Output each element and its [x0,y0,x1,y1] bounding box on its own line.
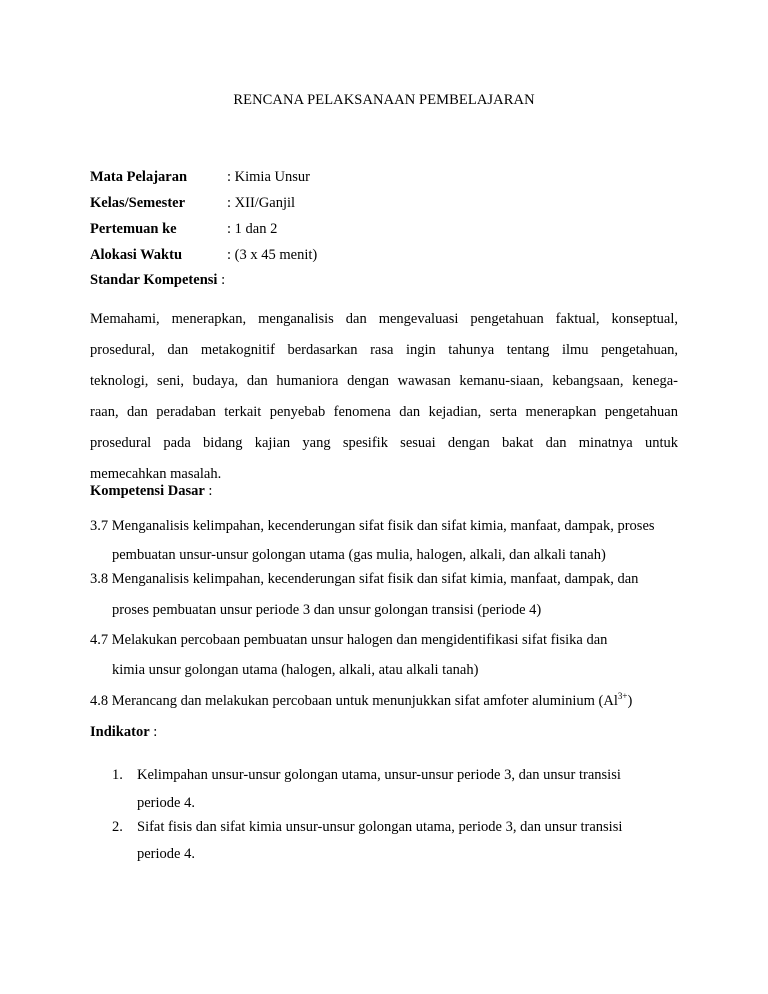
kd-item-3-7-cont: pembuatan unsur-unsur golongan utama (gas mulia, halogen, alkali, dan alkali tanah) [112,547,606,563]
heading-colon: : [149,724,158,740]
meta-value: : (3 x 45 menit) [227,247,318,263]
heading-colon: : [204,483,213,499]
paragraph-line: prosedural, dan metakognitif berdasarkan rasa ingin tahunya tentang ilmu pengetahuan, [90,342,678,358]
meta-value: : XII/Ganjil [227,195,296,211]
indikator-item-2-cont: periode 4. [137,846,195,862]
kd-item-4-8-text: 4.8 Merancang dan melakukan percobaan untuk menunjukkan sifat amfoter aluminium (Al [90,693,618,709]
indikator-number: 2. [112,819,123,835]
paragraph-line: Memahami, menerapkan, menganalisis dan mengevaluasi pengetahuan faktual, konseptual, [90,311,678,327]
meta-value: : 1 dan 2 [227,221,278,237]
document-title: RENCANA PELAKSANAAN PEMBELAJARAN [233,92,535,108]
paragraph-line: teknologi, seni, budaya, dan humaniora dengan wawasan kemanu-siaan, kebangsaan, kenega- [90,373,678,389]
meta-value: : Kimia Unsur [227,169,310,185]
paragraph-line: prosedural pada bidang kajian yang spesifik sesuai dengan bakat dan minatnya untuk [90,435,678,451]
kd-item-4-7: 4.7 Melakukan percobaan pembuatan unsur halogen dan mengidentifikasi sifat fisika dan [90,632,608,648]
paragraph-line: raan, dan peradaban terkait penyebab fenomena dan kejadian, serta menerapkan pengetahuan [90,404,678,420]
kd-item-4-8 [90,691,690,711]
heading-label: Standar Kompetensi [90,272,218,288]
heading-colon: : [217,272,226,288]
superscript: 3+ [617,691,628,701]
standar-kompetensi-paragraph [90,304,678,490]
indikator-number: 1. [112,767,123,783]
meta-label: Mata Pelajaran [90,169,188,185]
kd-item-4-8-end: ) [627,693,633,709]
indikator-item-1-cont: periode 4. [137,795,195,811]
kd-item-3-8-cont: proses pembuatan unsur periode 3 dan unsur golongan transisi (periode 4) [112,602,542,618]
meta-label: Kelas/Semester [90,195,186,211]
kd-item-3-8: 3.8 Menganalisis kelimpahan, kecenderungan sifat fisik dan sifat kimia, manfaat, dampak, dan [90,571,639,587]
meta-label: Pertemuan ke [90,221,177,237]
standar-kompetensi-heading [90,270,225,290]
paragraph-line: memecahkan masalah. [90,466,222,482]
indikator-heading [90,722,157,742]
meta-label: Alokasi Waktu [90,247,183,263]
kd-item-4-7-cont: kimia unsur golongan utama (halogen, alkali, atau alkali tanah) [112,662,479,678]
indikator-item-1: Kelimpahan unsur-unsur golongan utama, unsur-unsur periode 3, dan unsur transisi [137,767,621,783]
kd-item-3-7: 3.7 Menganalisis kelimpahan, kecenderungan sifat fisik dan sifat kimia, manfaat, dampak, proses [90,518,655,534]
heading-label: Kompetensi Dasar [90,483,205,499]
heading-label: Indikator [90,724,150,740]
indikator-item-2: Sifat fisis dan sifat kimia unsur-unsur golongan utama, periode 3, dan unsur transisi [137,819,623,835]
kompetensi-dasar-heading [90,481,212,501]
